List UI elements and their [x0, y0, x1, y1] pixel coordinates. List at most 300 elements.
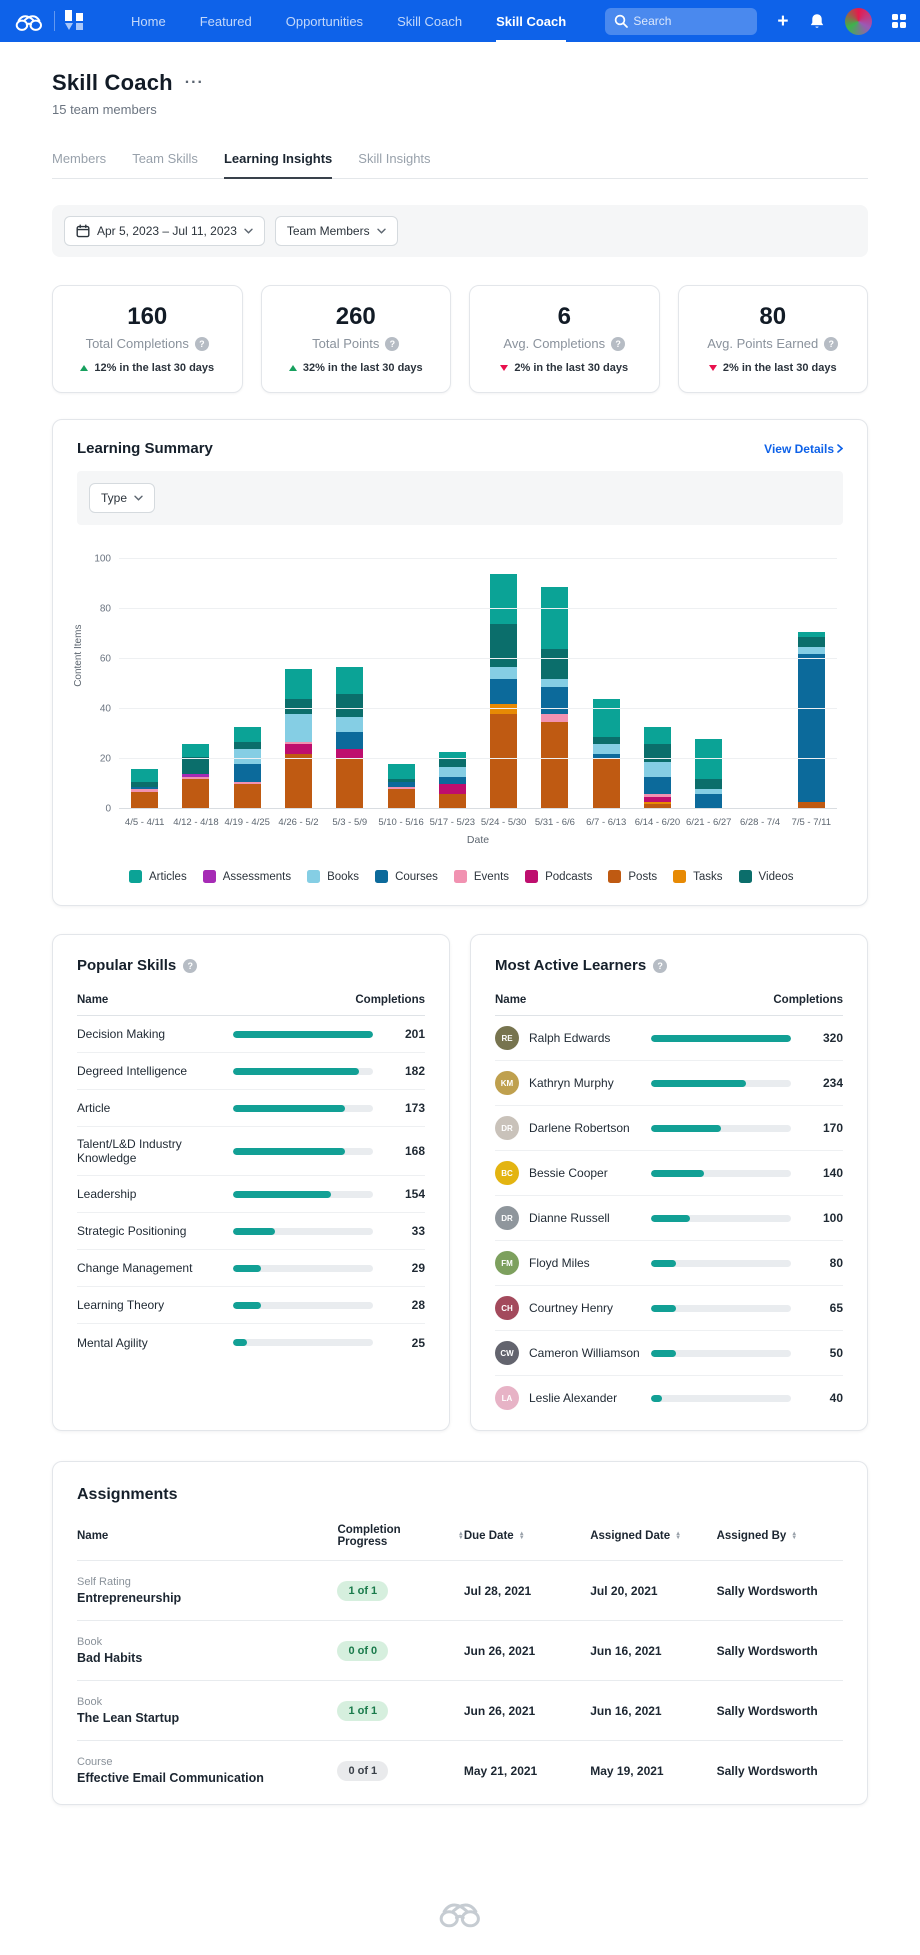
legend-item-books — [307, 870, 359, 883]
column-completions: Completions — [355, 994, 425, 1006]
assignment-row-bad-habits — [77, 1620, 843, 1680]
stat-label — [689, 336, 858, 351]
tab-bar — [52, 151, 868, 179]
stacked-bar — [490, 574, 517, 809]
progress-fill — [651, 1170, 704, 1177]
x-tick-label: 6/7 - 6/13 — [586, 817, 627, 828]
bar-segment-videos — [182, 757, 209, 775]
skill-row-strategic-positioning — [77, 1213, 425, 1250]
avatar: CH — [495, 1296, 519, 1320]
stat-label — [480, 336, 649, 351]
stat-card-avg-points-earned — [678, 285, 869, 393]
assignment-name-cell — [77, 1756, 337, 1785]
learner-completions: 170 — [822, 1121, 843, 1135]
progress-track — [233, 1339, 373, 1346]
progress-fill — [651, 1395, 662, 1402]
y-tick-label: 80 — [99, 603, 111, 615]
bar-segment-articles — [644, 727, 671, 745]
bar-slot-7-5-7-11 — [786, 559, 837, 809]
header-assigned-by — [717, 1530, 843, 1542]
learning-summary-title: Learning Summary — [77, 440, 213, 457]
bar-segment-courses — [490, 679, 517, 704]
stacked-bar — [234, 727, 261, 810]
learner-name: Cameron Williamson — [529, 1346, 640, 1360]
skill-name: Learning Theory — [77, 1298, 165, 1312]
progress-badge: 1 of 1 — [337, 1701, 388, 1721]
progress-fill — [651, 1080, 746, 1087]
bar-segment-posts — [593, 759, 620, 809]
x-axis-labels — [119, 817, 837, 828]
team-members-label: Team Members — [286, 224, 370, 238]
assigned-date: May 19, 2021 — [590, 1763, 664, 1778]
learner-completions: 40 — [829, 1391, 843, 1405]
view-details-link[interactable] — [764, 442, 843, 456]
filter-bar — [52, 205, 868, 257]
completion-progress-cell — [337, 1701, 463, 1721]
bars — [119, 559, 837, 809]
bar-segment-videos — [593, 737, 620, 745]
bar-slot-4-12-4-18 — [170, 559, 221, 809]
learner-row-floyd-miles — [495, 1241, 843, 1286]
bar-segment-events — [541, 714, 568, 722]
progress-fill — [651, 1215, 690, 1222]
assignment-name-cell — [77, 1576, 337, 1605]
legend-item-assessments — [203, 870, 291, 883]
sort-button-completion-progress[interactable]: Completion Progress ▲ ▼ — [337, 1524, 464, 1548]
stat-card-avg-completions — [469, 285, 660, 393]
nav-right — [605, 8, 906, 35]
help-icon[interactable]: ? — [611, 337, 625, 351]
avatar: LA — [495, 1386, 519, 1410]
assignment-name-cell — [77, 1636, 337, 1665]
legend-swatch — [203, 870, 216, 883]
y-tick-label: 0 — [105, 803, 111, 815]
sort-icon[interactable]: ▲ ▼ — [518, 1530, 525, 1541]
skill-name: Leadership — [77, 1187, 137, 1201]
help-icon[interactable]: ? — [183, 959, 197, 973]
learner-row-leslie-alexander — [495, 1376, 843, 1420]
stat-delta-text: 12% in the last 30 days — [94, 362, 215, 374]
calendar-icon — [76, 224, 90, 238]
assignment-type: Book — [77, 1696, 103, 1708]
bar-segment-videos — [439, 759, 466, 767]
help-icon[interactable]: ? — [385, 337, 399, 351]
bar-slot-6-21-6-27 — [683, 559, 734, 809]
bar-segment-articles — [285, 669, 312, 699]
trend-up-icon — [80, 365, 88, 371]
search-box — [605, 8, 757, 35]
page-title: Skill Coach — [52, 70, 173, 95]
bar-slot-4-5-4-11 — [119, 559, 170, 809]
bar-segment-posts — [439, 794, 466, 809]
progress-badge: 0 of 0 — [337, 1641, 388, 1661]
assigned-date: Jun 16, 2021 — [590, 1643, 662, 1658]
assignment-name-cell — [77, 1696, 337, 1725]
avatar: KM — [495, 1071, 519, 1095]
completion-progress-cell — [337, 1761, 463, 1781]
tab-team-skills[interactable]: Team Skills — [132, 151, 198, 166]
bar-segment-articles — [490, 574, 517, 624]
bar-slot-5-31-6-6 — [529, 559, 580, 809]
bar-segment-articles — [336, 667, 363, 695]
assignments-card — [52, 1461, 868, 1805]
date-range-label: Apr 5, 2023 – Jul 11, 2023 — [97, 224, 237, 238]
type-dropdown[interactable] — [89, 483, 155, 513]
bar-slot-5-17-5-23 — [427, 559, 478, 809]
column-name: Name — [77, 994, 109, 1006]
tab-skill-insights[interactable]: Skill Insights — [358, 151, 431, 166]
page-header — [52, 42, 868, 117]
gridline-40 — [119, 708, 837, 709]
progress-track — [651, 1170, 791, 1177]
bar-segment-courses — [644, 777, 671, 795]
stat-value: 260 — [335, 303, 376, 330]
nav-item-opportunities[interactable]: Opportunities — [285, 13, 364, 29]
y-tick-label: 20 — [99, 753, 111, 765]
learner-row-ralph-edwards — [495, 1016, 843, 1061]
progress-track — [233, 1148, 373, 1155]
assigned-by-cell — [717, 1582, 843, 1600]
progress-fill — [651, 1350, 676, 1357]
stacked-bar-chart — [53, 525, 867, 883]
tenant-logo-icon[interactable] — [65, 8, 87, 34]
bar-slot-4-19-4-25 — [222, 559, 273, 809]
bar-segment-videos — [285, 699, 312, 714]
assigned-by: Sally Wordsworth — [716, 1583, 818, 1598]
degreed-glasses-icon[interactable] — [14, 11, 44, 32]
progress-track — [233, 1031, 373, 1038]
progress-track — [233, 1191, 373, 1198]
due-date-cell — [464, 1582, 590, 1600]
stat-value: 80 — [759, 303, 787, 330]
bar-segment-books — [336, 717, 363, 732]
view-details-label: View Details — [764, 441, 834, 456]
y-tick-label: 60 — [99, 653, 111, 665]
progress-fill — [233, 1228, 275, 1235]
skill-completions: 25 — [411, 1335, 425, 1350]
bar-segment-books — [234, 749, 261, 764]
avatar: DR — [495, 1206, 519, 1230]
sort-button-assigned-by[interactable]: Assigned By ▲ ▼ — [716, 1530, 798, 1542]
stat-card-total-completions — [52, 285, 243, 393]
bar-segment-books — [439, 767, 466, 777]
bar-segment-videos — [490, 624, 517, 667]
learning-summary-card — [52, 419, 868, 906]
bar-segment-posts — [490, 714, 517, 809]
x-tick-label: 4/19 - 4/25 — [224, 817, 270, 828]
assignment-name: Effective Email Communication — [77, 1771, 264, 1785]
column-completions: Completions — [773, 994, 843, 1006]
learner-name: Leslie Alexander — [529, 1391, 618, 1405]
tab-learning-insights[interactable]: Learning Insights — [224, 151, 332, 179]
bar-segment-courses — [541, 687, 568, 715]
learner-completions: 320 — [822, 1031, 843, 1045]
progress-fill — [233, 1265, 261, 1272]
skill-completions: 182 — [404, 1064, 425, 1078]
skill-name: Change Management — [77, 1261, 193, 1275]
avatar: FM — [495, 1251, 519, 1275]
skill-completions: 201 — [404, 1027, 425, 1041]
learner-name: Floyd Miles — [529, 1256, 590, 1270]
skill-row-change-management — [77, 1250, 425, 1287]
bar-segment-videos — [541, 649, 568, 679]
top-navbar — [0, 0, 920, 42]
stat-delta — [480, 362, 649, 374]
progress-fill — [233, 1031, 373, 1038]
progress-track — [651, 1125, 791, 1132]
header-name: Name — [77, 1530, 109, 1542]
more-options-icon[interactable]: ··· — [184, 74, 204, 91]
stat-label-text: Total Completions — [85, 336, 189, 351]
learner-name: Courtney Henry — [529, 1301, 614, 1315]
skill-name: Talent/L&D Industry Knowledge — [77, 1137, 182, 1165]
bar-segment-courses — [336, 732, 363, 750]
date-range-dropdown[interactable] — [64, 216, 265, 246]
due-date-cell — [464, 1762, 590, 1780]
legend-item-events — [454, 870, 509, 883]
due-date: Jun 26, 2021 — [463, 1643, 536, 1658]
skill-row-decision-making — [77, 1016, 425, 1053]
learner-row-bessie-cooper — [495, 1151, 843, 1196]
add-icon[interactable]: + — [777, 10, 789, 32]
bar-slot-4-26-5-2 — [273, 559, 324, 809]
skill-completions: 29 — [411, 1261, 425, 1275]
stat-delta-text: 2% in the last 30 days — [514, 362, 629, 374]
progress-track — [233, 1068, 373, 1075]
chevron-right-icon — [837, 444, 843, 453]
chart-legend — [129, 870, 837, 883]
x-tick-label: 6/14 - 6/20 — [634, 817, 681, 828]
bar-segment-courses — [695, 794, 722, 809]
sort-icon[interactable]: ▲ ▼ — [457, 1530, 464, 1541]
avatar: CW — [495, 1341, 519, 1365]
legend-swatch — [525, 870, 538, 883]
stacked-bar — [336, 667, 363, 810]
stat-label-text: Avg. Points Earned — [707, 336, 819, 351]
header-assigned-date — [590, 1530, 716, 1542]
nav-links — [131, 0, 566, 42]
skill-name: Strategic Positioning — [77, 1224, 187, 1238]
legend-swatch — [454, 870, 467, 883]
progress-track — [233, 1265, 373, 1272]
bar-segment-courses — [798, 654, 825, 802]
skill-row-mental-agility — [77, 1324, 425, 1361]
bar-segment-courses — [234, 764, 261, 782]
x-tick-label: 4/5 - 4/11 — [124, 817, 165, 828]
legend-label: Articles — [149, 870, 187, 883]
stacked-bar — [285, 669, 312, 809]
column-name: Name — [495, 994, 527, 1006]
sort-button-due-date[interactable]: Due Date ▲ ▼ — [463, 1530, 525, 1542]
learner-row-darlene-robertson — [495, 1106, 843, 1151]
notifications-bell-icon[interactable] — [809, 13, 825, 30]
assignment-type: Course — [77, 1756, 113, 1768]
assignment-row-effective-email-communication — [77, 1740, 843, 1800]
assignments-header-row — [77, 1524, 843, 1560]
progress-track — [651, 1305, 791, 1312]
stacked-bar — [541, 587, 568, 810]
legend-label: Events — [473, 870, 510, 883]
assignment-type: Self Rating — [77, 1576, 131, 1588]
assigned-date-cell — [590, 1582, 716, 1600]
legend-item-tasks — [673, 870, 722, 883]
assigned-by: Sally Wordsworth — [716, 1643, 818, 1658]
skill-row-degreed-intelligence — [77, 1053, 425, 1090]
skill-row-leadership — [77, 1176, 425, 1213]
progress-fill — [233, 1339, 247, 1346]
skill-name: Decision Making — [77, 1027, 166, 1041]
popular-skills-card — [52, 934, 450, 1431]
assignment-row-entrepreneurship — [77, 1560, 843, 1620]
legend-item-courses — [375, 870, 438, 883]
gridline-60 — [119, 658, 837, 659]
bar-segment-videos — [798, 637, 825, 647]
learner-completions: 65 — [829, 1301, 843, 1315]
legend-label: Posts — [628, 870, 658, 883]
learner-name: Darlene Robertson — [529, 1121, 630, 1135]
progress-track — [651, 1035, 791, 1042]
progress-track — [651, 1215, 791, 1222]
x-tick-label: 4/12 - 4/18 — [173, 817, 219, 828]
learner-completions: 234 — [822, 1076, 843, 1090]
skill-row-article — [77, 1090, 425, 1127]
bar-segment-articles — [541, 587, 568, 650]
progress-track — [233, 1302, 373, 1309]
trend-up-icon — [289, 365, 297, 371]
sort-button-assigned-date[interactable]: Assigned Date ▲ ▼ — [590, 1530, 682, 1542]
x-tick-label: 6/28 - 7/4 — [739, 817, 781, 828]
stacked-bar — [695, 739, 722, 809]
bar-slot-6-28-7-4 — [734, 559, 785, 809]
progress-track — [651, 1080, 791, 1087]
sort-icon[interactable]: ▲ ▼ — [791, 1530, 798, 1541]
popular-skills-list — [77, 1016, 425, 1361]
stacked-bar — [131, 769, 158, 809]
plot-area — [94, 553, 837, 815]
x-tick-label: 4/26 - 5/2 — [278, 817, 319, 828]
assignment-row-the-lean-startup — [77, 1680, 843, 1740]
assignment-type: Book — [77, 1636, 103, 1648]
nav-divider — [54, 11, 55, 31]
user-avatar[interactable] — [845, 8, 872, 35]
due-date: Jun 26, 2021 — [463, 1703, 536, 1718]
bar-segment-videos — [234, 742, 261, 750]
active-learners-list — [495, 1016, 843, 1420]
x-tick-label: 5/17 - 5/23 — [429, 817, 476, 828]
legend-label: Assessments — [222, 870, 292, 883]
most-active-learners-card — [470, 934, 868, 1431]
legend-label: Tasks — [693, 870, 723, 883]
bar-segment-videos — [336, 694, 363, 717]
bar-segment-articles — [234, 727, 261, 742]
bar-segment-posts — [131, 792, 158, 810]
stat-value: 6 — [557, 303, 571, 330]
search-icon — [614, 14, 628, 28]
most-active-learners-title: Most Active Learners — [495, 957, 647, 974]
progress-fill — [651, 1260, 676, 1267]
assigned-by: Sally Wordsworth — [716, 1763, 818, 1778]
stat-label-text: Total Points — [312, 336, 380, 351]
nav-item-featured[interactable]: Featured — [199, 13, 252, 29]
nav-item-skill-coach[interactable]: Skill Coach — [496, 0, 566, 42]
stat-delta-text: 2% in the last 30 days — [722, 362, 837, 374]
assigned-date: Jun 16, 2021 — [590, 1703, 662, 1718]
stat-delta — [63, 362, 232, 374]
legend-label: Videos — [758, 870, 794, 883]
assignments-title: Assignments — [77, 1486, 178, 1503]
apps-grid-icon[interactable] — [892, 14, 907, 29]
help-icon[interactable]: ? — [195, 337, 209, 351]
chevron-down-icon — [244, 228, 253, 234]
stat-label — [272, 336, 441, 351]
assigned-by-cell — [717, 1642, 843, 1660]
sort-icon[interactable]: ▲ ▼ — [675, 1530, 682, 1541]
legend-item-videos — [739, 870, 794, 883]
nav-item-skill-coach[interactable]: Skill Coach — [397, 13, 463, 29]
help-icon[interactable]: ? — [824, 337, 838, 351]
legend-label: Courses — [395, 870, 438, 883]
nav-item-home[interactable]: Home — [131, 13, 166, 29]
chevron-down-icon — [377, 228, 386, 234]
y-axis-title: Content Items — [73, 624, 84, 687]
help-icon[interactable]: ? — [653, 959, 667, 973]
degreed-footer-logo-icon — [437, 1897, 483, 1929]
legend-item-posts — [608, 870, 657, 883]
trend-down-icon — [500, 365, 508, 371]
stat-label-text: Avg. Completions — [503, 336, 606, 351]
gridline-20 — [119, 758, 837, 759]
stat-card-total-points — [261, 285, 452, 393]
progress-badge: 1 of 1 — [337, 1581, 388, 1601]
learner-name: Dianne Russell — [529, 1211, 610, 1225]
progress-fill — [233, 1191, 331, 1198]
type-label: Type — [101, 491, 128, 505]
bar-segment-videos — [695, 779, 722, 789]
x-tick-label: 5/24 - 5/30 — [480, 817, 527, 828]
learner-row-kathryn-murphy — [495, 1061, 843, 1106]
learner-row-dianne-russell — [495, 1196, 843, 1241]
header-completion-progress — [337, 1524, 463, 1548]
learner-completions: 50 — [829, 1346, 843, 1360]
skill-name: Mental Agility — [77, 1335, 148, 1350]
skill-name: Article — [77, 1101, 111, 1115]
bar-segment-articles — [388, 764, 415, 779]
team-members-dropdown[interactable] — [275, 216, 398, 246]
skill-completions: 33 — [411, 1224, 425, 1238]
stacked-bar — [439, 752, 466, 810]
assigned-date: Jul 20, 2021 — [590, 1583, 658, 1598]
x-tick-label: 7/5 - 7/11 — [791, 817, 832, 828]
popular-skills-title: Popular Skills — [77, 957, 177, 974]
skill-completions: 154 — [404, 1187, 425, 1201]
chart-filter-band — [77, 471, 843, 525]
progress-track — [233, 1228, 373, 1235]
gridline-80 — [119, 608, 837, 609]
completion-progress-cell — [337, 1641, 463, 1661]
tab-members[interactable]: Members — [52, 151, 107, 166]
bar-segment-posts — [234, 784, 261, 809]
due-date: Jul 28, 2021 — [463, 1583, 532, 1598]
learner-name: Kathryn Murphy — [529, 1076, 614, 1090]
bar-slot-6-14-6-20 — [632, 559, 683, 809]
learner-completions: 140 — [822, 1166, 843, 1180]
x-axis-title: Date — [466, 834, 490, 846]
progress-badge: 0 of 1 — [337, 1761, 388, 1781]
legend-swatch — [673, 870, 686, 883]
progress-fill — [233, 1148, 345, 1155]
brand-area — [14, 8, 87, 34]
avatar: BC — [495, 1161, 519, 1185]
